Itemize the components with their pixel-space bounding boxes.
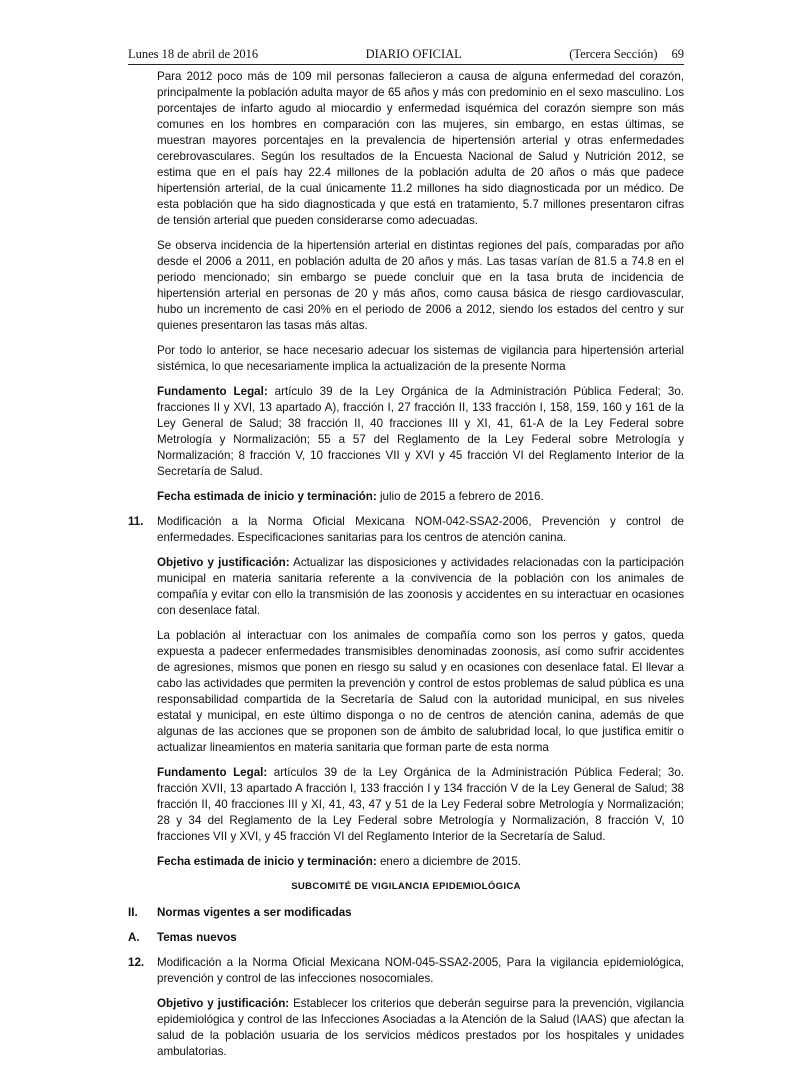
item-number: 11. <box>128 515 144 528</box>
dates-label: Fecha estimada de inicio y terminación: <box>157 490 377 503</box>
item-text: Normas vigentes a ser modificadas <box>157 906 352 919</box>
objective-text: Actualizar las disposiciones y actividades relacionadas con la participación municipal en materia sanitaria referente a la convivencia de la población con los animales de compañía y evitar con ello la transmisión de las zoonosis y accidentes en su interactuar en ocasiones con desenlace fatal. <box>157 556 684 617</box>
paragraph-hypertension-incidence: Se observa incidencia de la hipertensión arterial en distintas regiones del país, comparadas por año desde el 2006 a 2011, en población adulta de 20 años y más. Las tasas varían de 81.5 a 74.8 en el periodo mencionado; sin embargo se puede concluir que en la tasa bruta de incidencia de hipertensión arterial en personas de 20 y más años, como causa básica de riesgo cardiovascular, hubo un incremento de casi 20% en el periodo de 2006 a 2012, siendo los estados del centro y sur quienes presentaron las tasas más altas. <box>157 239 684 332</box>
item-text: Modificación a la Norma Oficial Mexicana NOM-045-SSA2-2005, Para la vigilancia epidemiológica, prevención y control de las infecciones nosocomiales. <box>157 956 684 985</box>
header-section: (Tercera Sección) <box>569 47 658 61</box>
paragraph-objective-1 <box>157 555 684 619</box>
paragraph-dates-2 <box>157 854 684 870</box>
document-body <box>128 69 684 1069</box>
dates-text: enero a diciembre de 2015. <box>376 855 522 868</box>
paragraph-heart-disease: Para 2012 poco más de 109 mil personas fallecieron a causa de alguna enfermedad del corazón, principalmente la población adulta mayor de 65 años y más con predominio en el sexo masculino. Los porcentajes de infarto agudo al miocardio y enfermedad isquémica del corazón siempre son más comunes en los hombres en comparación con las mujeres, sin embargo, en estas últimas, se muestran mayores porcentajes en la prevalencia de hipertensión arterial y otras enfermedades cerebrovasculares. Según los resultados de la Encuesta Nacional de Salud y Nutrición 2012, se estima que en el país hay 22.4 millones de la población adulta de 20 años o más que padece hipertensión arterial, de la cual únicamente 11.2 millones ha sido diagnosticada por un médico. De esta población que ha sido diagnosticada y que está en tratamiento, 5.7 millones presentaron cifras de tensión arterial que pueden considerarse como adecuadas. <box>157 70 684 227</box>
item-number: A. <box>128 931 140 944</box>
legal-basis-text: artículo 39 de la Ley Orgánica de la Administración Pública Federal; 3o. fracciones II y XVI, 13 apartado A), fracción I, 27 fracción II, 133 fracción I, 158, 159, 160 y 161 de la Ley General de Salud; 38 fracción II, 40 fracciones III y XI, 41, 61-A de la Ley Federal sobre Metrología y Normalización; 55 a 57 del Reglamento de la Ley Federal sobre Metrología y Normalización; 8 fracción V, 10 fracciones VII y XVI y 45 fracción VI del Reglamento Interior de la Secretaría de Salud. <box>157 385 684 478</box>
subcommittee-heading: SUBCOMITÉ DE VIGILANCIA EPIDEMIOLÓGICA <box>291 881 521 892</box>
item-text: Temas nuevos <box>157 931 237 944</box>
paragraph-objective-2 <box>157 996 684 1060</box>
header-page-number: 69 <box>671 47 684 61</box>
item-number: 12. <box>128 956 145 969</box>
list-item-A <box>128 930 684 946</box>
paragraph-dates-1 <box>157 489 684 505</box>
paragraph-legal-basis-2 <box>157 765 684 845</box>
dates-label: Fecha estimada de inicio y terminación: <box>157 855 377 868</box>
objective-label: Objetivo y justificación: <box>157 997 290 1010</box>
header-publication: DIARIO OFICIAL <box>365 47 462 61</box>
header-right <box>569 47 684 62</box>
objective-text: Establecer los criterios que deberán seguirse para la prevención, vigilancia epidemiológica y control de las Infecciones Asociadas a la Atención de la Salud (IAAS) que afectan la salud de la población usuaria de los servicios médicos prestados por los hospitales y unidades ambulatorias. <box>157 997 684 1058</box>
page-header <box>128 42 684 65</box>
item-number: II. <box>128 906 138 919</box>
legal-basis-text: artículos 39 de la Ley Orgánica de la Administración Pública Federal; 3o. fracción XVII, 13 apartado A fracción I, 133 fracción I y 134 fracción V de la Ley General de Salud; 38 fracción II, 40 fracciones III y XI, 41, 43, 47 y 51 de la Ley Federal sobre Metrología y Normalización; 28 y 34 del Reglamento de la Ley Federal sobre Metrología y Normalización, 8 fracción V, 10 fracciones VII y XVI, y 45 fracción VI del Reglamento Interior de la Secretaría de Salud. <box>157 766 684 843</box>
header-date: Lunes 18 de abril de 2016 <box>128 47 259 61</box>
legal-basis-label: Fundamento Legal: <box>157 766 268 779</box>
list-item-II <box>128 905 684 921</box>
paragraph-conclusion: Por todo lo anterior, se hace necesario adecuar los sistemas de vigilancia para hipertensión arterial sistémica, lo que necesariamente implica la actualización de la presente Norma <box>157 344 684 373</box>
objective-label: Objetivo y justificación: <box>157 556 290 569</box>
list-item-12 <box>128 955 684 987</box>
dates-text: julio de 2015 a febrero de 2016. <box>376 490 544 503</box>
legal-basis-label: Fundamento Legal: <box>157 385 268 398</box>
item-text: Modificación a la Norma Oficial Mexicana NOM-042-SSA2-2006, Prevención y control de enfermedades. Especificaciones sanitarias para los centros de atención canina. <box>157 515 684 544</box>
paragraph-legal-basis-1 <box>157 384 684 480</box>
list-item-11 <box>128 514 684 546</box>
paragraph-zoonosis: La población al interactuar con los animales de compañía como son los perros y gatos, queda expuesta a padecer enfermedades transmisibles denominadas zoonosis, así como sufrir accidentes de agresiones, mismos que ponen en riesgo su salud y en ocasiones con desenlace fatal. El llevar a cabo las actividades que permiten la prevención y control de estos problemas de salud pública es una responsabilidad compartida de la Secretaría de Salud con la autoridad municipal, en sus niveles estatal y municipal, en este último disponga o no de centros de atención canina, además de que algunas de las acciones que se proponen son de ámbito de salubridad local, lo que justifica emitir o actualizar lineamientos en materia sanitaria que forman parte de esta norma <box>157 629 684 754</box>
